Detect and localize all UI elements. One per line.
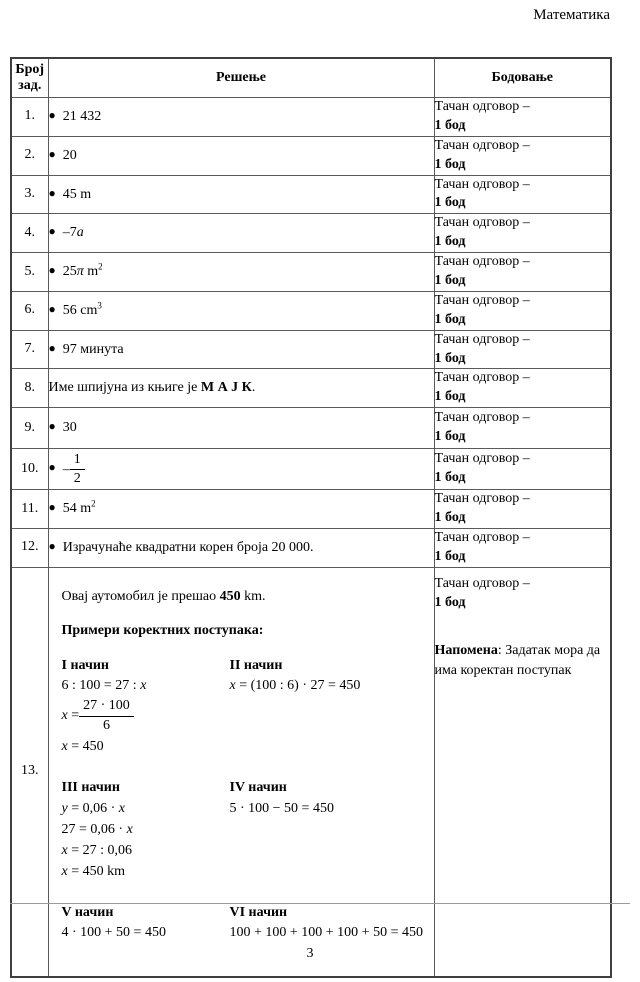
bullet-icon: ● xyxy=(48,538,56,553)
task-number: 2. xyxy=(11,136,48,175)
solution-text: 54 m xyxy=(62,501,92,517)
table-row xyxy=(11,369,611,408)
bullet-icon: ● xyxy=(48,146,56,161)
bullet-icon: ● xyxy=(48,460,56,475)
bullet-icon: ● xyxy=(48,107,56,122)
task-number: 10. xyxy=(11,449,48,490)
column-header-solution: Решење xyxy=(48,58,434,98)
task-number: 13. xyxy=(11,567,48,977)
method-1-line: 6 : 100 = 27 : x xyxy=(61,678,147,694)
solution-cell: Име шпијуна из књиге је М А Ј К. xyxy=(48,369,434,408)
method-3-title: III начин xyxy=(61,779,120,795)
task-number: 11. xyxy=(11,490,48,529)
fraction-denominator: 6 xyxy=(102,717,110,733)
task-number: 3. xyxy=(11,175,48,214)
method-5 xyxy=(62,904,230,944)
bullet-icon: ● xyxy=(48,419,56,434)
table-row xyxy=(11,291,611,330)
fraction-numerator: 1 xyxy=(70,452,85,470)
task13-answer-line: Овај аутомобил је прешао 450 km. xyxy=(61,588,266,604)
table-row xyxy=(11,449,611,490)
answer-key-table xyxy=(10,57,612,978)
solution-cell xyxy=(48,253,434,292)
method-4-title: IV начин xyxy=(229,779,287,795)
solution-text: 25π m xyxy=(62,264,99,280)
scoring-cell: Тачан одговор – 1 бод xyxy=(434,98,611,137)
bullet-icon: ● xyxy=(48,340,56,355)
solution-cell xyxy=(48,98,434,137)
superscript: 2 xyxy=(91,498,96,509)
fraction-numerator: 27 · 100 xyxy=(79,698,134,716)
task-number: 5. xyxy=(11,253,48,292)
bullet-icon: ● xyxy=(48,185,56,200)
task-number: 6. xyxy=(11,291,48,330)
scoring-cell: Тачан одговор – 1 бод xyxy=(434,136,611,175)
method-4-line: 5 · 100 − 50 = 450 xyxy=(229,800,334,816)
table-row xyxy=(11,136,611,175)
method-4 xyxy=(230,779,424,882)
page-number: 3 xyxy=(306,946,314,961)
scoring-cell: Тачан одговор – 1 бод xyxy=(434,253,611,292)
method-6-line: 100 + 100 + 100 + 100 + 50 = 450 xyxy=(229,925,423,941)
method-3-line: y = 0,06 · x xyxy=(61,800,125,816)
scoring-cell: Тачан одговор – 1 бод xyxy=(434,449,611,490)
solution-cell xyxy=(48,330,434,369)
column-header-scoring: Бодовање xyxy=(434,58,611,98)
solution-cell xyxy=(48,408,434,449)
method-2 xyxy=(230,657,424,757)
task13-methods-grid xyxy=(62,657,424,944)
solution-cell xyxy=(48,291,434,330)
scoring-cell: Тачан одговор – 1 бод xyxy=(434,490,611,529)
minus-sign: – xyxy=(62,461,70,477)
math-fraction xyxy=(70,452,85,487)
scoring-cell: Тачан одговор – 1 бод xyxy=(434,408,611,449)
table-row-task13 xyxy=(11,567,611,977)
method-1-fraction-line: x = $\frac{27 \cdot 100}{6}$ xyxy=(62,698,230,733)
scoring-cell: Тачан одговор – 1 бод xyxy=(434,175,611,214)
solution-cell xyxy=(48,567,434,977)
method-1 xyxy=(62,657,230,757)
table-row xyxy=(11,408,611,449)
method-5-title: V начин xyxy=(61,904,114,920)
scoring-cell: Тачан одговор – 1 бод xyxy=(434,214,611,253)
method-2-title: II начин xyxy=(229,657,283,673)
table-row xyxy=(11,214,611,253)
table-row xyxy=(11,490,611,529)
solution-cell xyxy=(48,136,434,175)
task13-examples-heading: Примери коректних поступака: xyxy=(61,622,264,638)
method-1-title: I начин xyxy=(61,657,109,673)
solution-text: 30 xyxy=(62,420,77,436)
method-3-line: x = 27 : 0,06 xyxy=(61,842,133,858)
solution-cell xyxy=(48,449,434,490)
footer-divider xyxy=(10,903,630,904)
method-6-title: VI начин xyxy=(229,904,288,920)
method-3 xyxy=(62,779,230,882)
table-row xyxy=(11,98,611,137)
spy-name: М А Ј К xyxy=(200,379,252,395)
table-row xyxy=(11,529,611,568)
task13-scoring: Тачан одговор – 1 бод xyxy=(434,575,530,611)
bullet-icon: ● xyxy=(48,301,56,316)
solution-text: 56 cm xyxy=(62,302,98,318)
task-number: 9. xyxy=(11,408,48,449)
bullet-icon: ● xyxy=(48,263,56,278)
method-2-line: x = (100 : 6) · 27 = 450 xyxy=(229,678,361,694)
math-fraction xyxy=(79,698,134,733)
table-row xyxy=(11,175,611,214)
solution-text: 21 432 xyxy=(62,108,102,124)
solution-text: 20 xyxy=(62,147,77,163)
solution-cell xyxy=(48,175,434,214)
fraction-denominator: 2 xyxy=(73,470,81,486)
task-number: 7. xyxy=(11,330,48,369)
table-row xyxy=(11,330,611,369)
task13-note: Напомена: Задатак мора да има коректан поступак xyxy=(434,643,601,678)
bullet-icon: ● xyxy=(48,500,56,515)
table-header-row xyxy=(11,58,611,98)
method-5-line: 4 · 100 + 50 = 450 xyxy=(61,925,166,941)
solution-text: –7a xyxy=(62,225,84,241)
superscript: 2 xyxy=(98,261,103,272)
scoring-cell: Тачан одговор – 1 бод xyxy=(434,330,611,369)
method-3-line: 27 = 0,06 · x xyxy=(61,821,133,837)
solution-text: Израчунаће квадратни корен броја 20 000. xyxy=(62,539,314,555)
task-number: 4. xyxy=(11,214,48,253)
task-number: 1. xyxy=(11,98,48,137)
solution-cell xyxy=(48,490,434,529)
task-number: 12. xyxy=(11,529,48,568)
solution-cell xyxy=(48,214,434,253)
solution-cell xyxy=(48,529,434,568)
bullet-icon: ● xyxy=(48,224,56,239)
scoring-cell xyxy=(434,567,611,977)
scoring-cell: Тачан одговор – 1 бод xyxy=(434,369,611,408)
method-3-line: x = 450 km xyxy=(61,863,126,879)
table-row xyxy=(11,253,611,292)
method-1-line: x = 450 xyxy=(61,738,104,754)
solution-text: 97 минута xyxy=(62,341,124,357)
method-6 xyxy=(230,904,424,944)
document-title: Математика xyxy=(533,7,610,23)
solution-text: Име шпијуна из књиге је xyxy=(48,379,201,395)
scoring-cell: Тачан одговор – 1 бод xyxy=(434,529,611,568)
solution-text: 45 m xyxy=(62,186,92,202)
superscript: 3 xyxy=(97,300,102,311)
task-number: 8. xyxy=(11,369,48,408)
scoring-cell: Тачан одговор – 1 бод xyxy=(434,291,611,330)
column-header-task-number: Број зад. xyxy=(11,58,48,98)
